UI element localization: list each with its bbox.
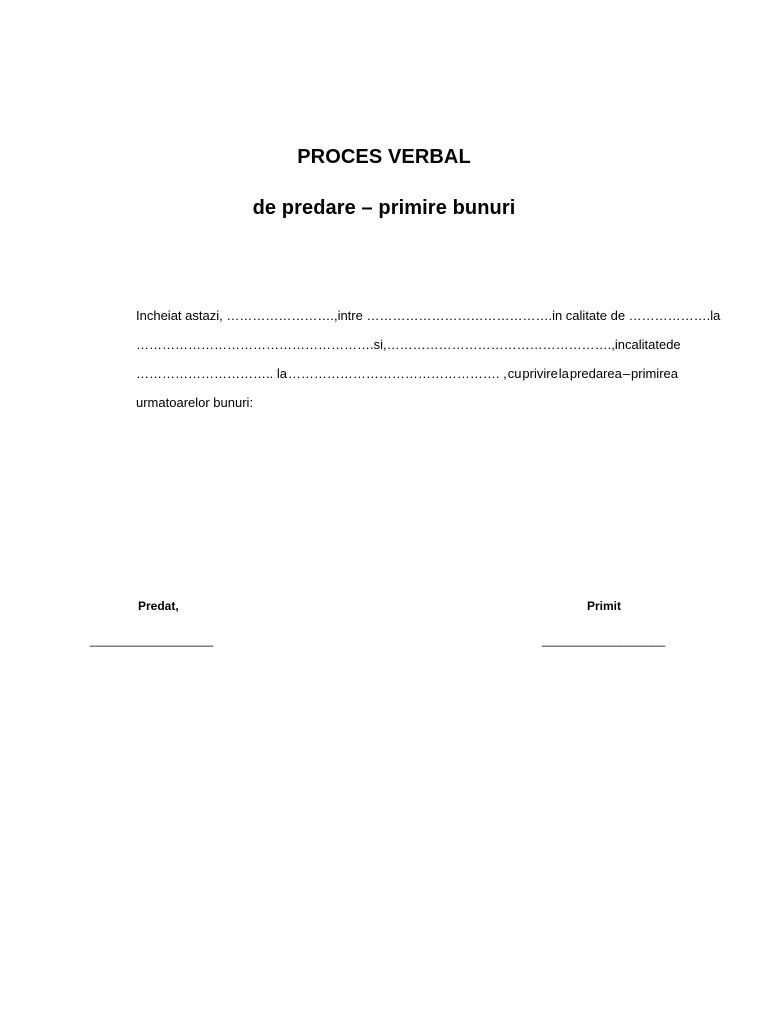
paragraph-word: de xyxy=(666,337,681,352)
document-title: PROCES VERBAL xyxy=(297,146,471,168)
organisation-one-field: ……………………………………………….si, xyxy=(136,337,387,352)
role-two-field: ………………………….. la xyxy=(136,366,287,381)
handed-over-signature-line: ___________________ xyxy=(90,633,214,647)
date-field: Incheiat astazi, ……………………., xyxy=(136,308,338,323)
role-one-field: in calitate de ………………. xyxy=(552,308,711,323)
paragraph-line-2 xyxy=(136,330,681,359)
party-two-field: ……………………………………………., xyxy=(386,337,615,352)
paragraph-word: predarea xyxy=(569,366,622,381)
paragraph-word: privire xyxy=(522,366,558,381)
paragraph-word: la xyxy=(558,366,569,381)
paragraph-word: – xyxy=(622,366,631,381)
paragraph-word: cu xyxy=(507,366,522,381)
paragraph-word: primirea xyxy=(631,366,678,381)
paragraph-line-4: urmatoarelor bunuri: xyxy=(136,395,254,410)
received-signature-line: ___________________ xyxy=(542,633,666,647)
paragraph-word: in xyxy=(614,337,625,352)
paragraph-line-1 xyxy=(136,301,721,330)
party-one-field: intre ……………………………………. xyxy=(337,308,553,323)
handed-over-label: Predat, xyxy=(138,599,179,613)
organisation-two-field: …………………………………………. , xyxy=(287,366,507,381)
document-subtitle: de predare – primire bunuri xyxy=(252,197,516,219)
paragraph-line-3 xyxy=(136,359,678,388)
body-paragraph xyxy=(136,301,721,417)
paragraph-word: calitate xyxy=(624,337,667,352)
paragraph-word: la xyxy=(710,308,721,323)
received-label: Primit xyxy=(587,599,622,613)
